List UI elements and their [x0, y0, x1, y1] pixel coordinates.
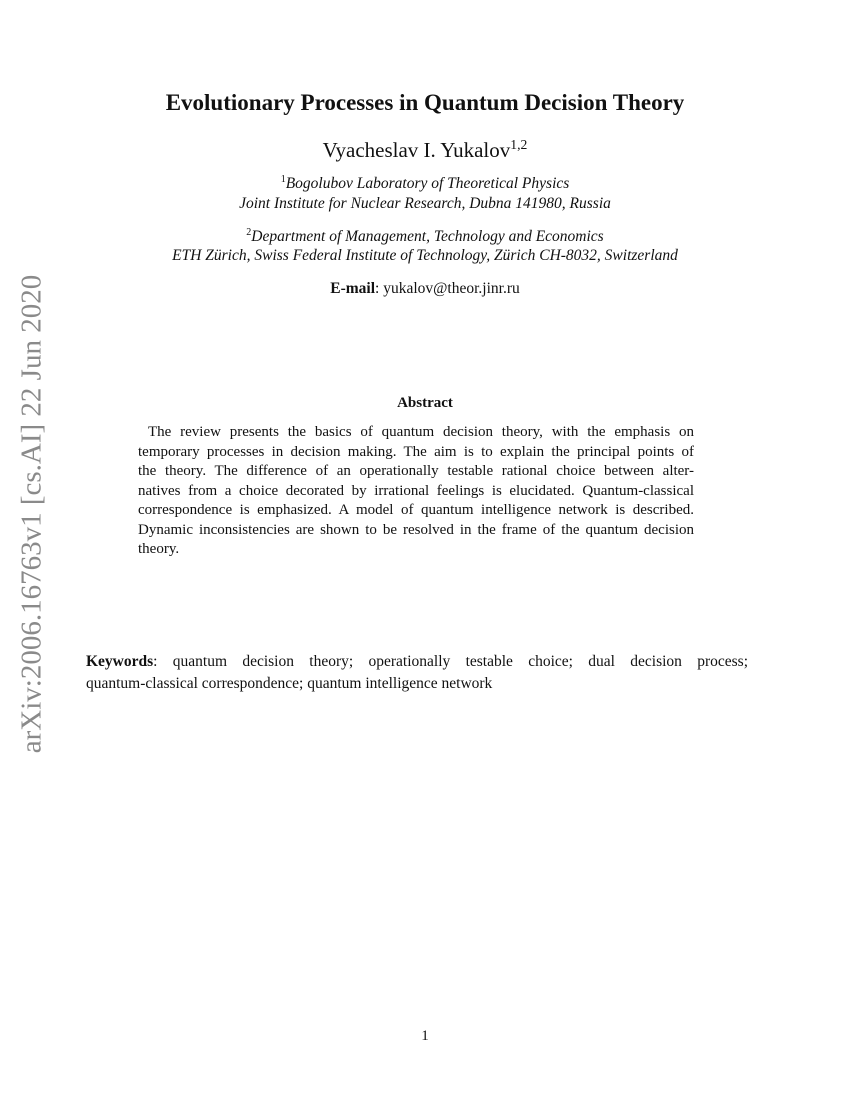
email-address: : yukalov@theor.jinr.ru	[375, 280, 520, 297]
abstract-line: natives from a choice decorated by irrational feelings is elucidated. Quantum-classical	[138, 482, 694, 499]
affiliation-2-line2: ETH Zürich, Swiss Federal Institute of Technology, Zürich CH-8032, Switzerland	[172, 247, 678, 264]
abstract-line: The review presents the basics of quantum decision theory, with the emphasis on	[148, 424, 694, 440]
keywords-label: Keywords	[86, 653, 154, 670]
email-label: E-mail	[330, 280, 376, 297]
keywords-text: : quantum decision theory; operationally testable choice; dual decision process;	[153, 653, 748, 670]
abstract-line: temporary processes in decision making. The aim is to explain the principal points of	[138, 443, 694, 460]
author-affil-marks: 1,2	[510, 137, 528, 152]
affil-mark: 1	[280, 174, 286, 185]
arxiv-stamp: arXiv:2006.16763v1 [cs.AI] 22 Jun 2020	[15, 274, 48, 754]
author-name: Vyacheslav I. Yukalov	[322, 138, 511, 162]
paper-title: Evolutionary Processes in Quantum Decision Theory	[165, 90, 685, 115]
abstract-line: the theory. The difference of an operationally testable rational choice between alter-	[138, 463, 694, 479]
affiliation-1-line1	[0, 174, 850, 193]
affiliation-2-line1	[0, 227, 850, 246]
page-number: 1	[421, 1028, 429, 1044]
affil-text: Department of Management, Technology and Economics	[251, 228, 604, 246]
keywords	[86, 651, 748, 695]
affil-text: Bogolubov Laboratory of Theoretical Physics	[285, 175, 570, 193]
affiliation-1-line2: Joint Institute for Nuclear Research, Dubna 141980, Russia	[239, 195, 611, 212]
keywords-line	[86, 651, 748, 673]
abstract-line: theory.	[138, 541, 180, 557]
author	[0, 137, 850, 163]
keywords-line: quantum-classical correspondence; quantum intelligence network	[86, 675, 493, 692]
email	[0, 280, 850, 298]
abstract-heading: Abstract	[397, 395, 453, 411]
abstract-body	[138, 423, 694, 560]
abstract-line: Dynamic inconsistencies are shown to be resolved in the frame of the quantum decision	[138, 521, 694, 538]
affil-mark: 2	[246, 227, 252, 238]
abstract-line: correspondence is emphasized. A model of quantum intelligence network is described.	[138, 502, 694, 518]
